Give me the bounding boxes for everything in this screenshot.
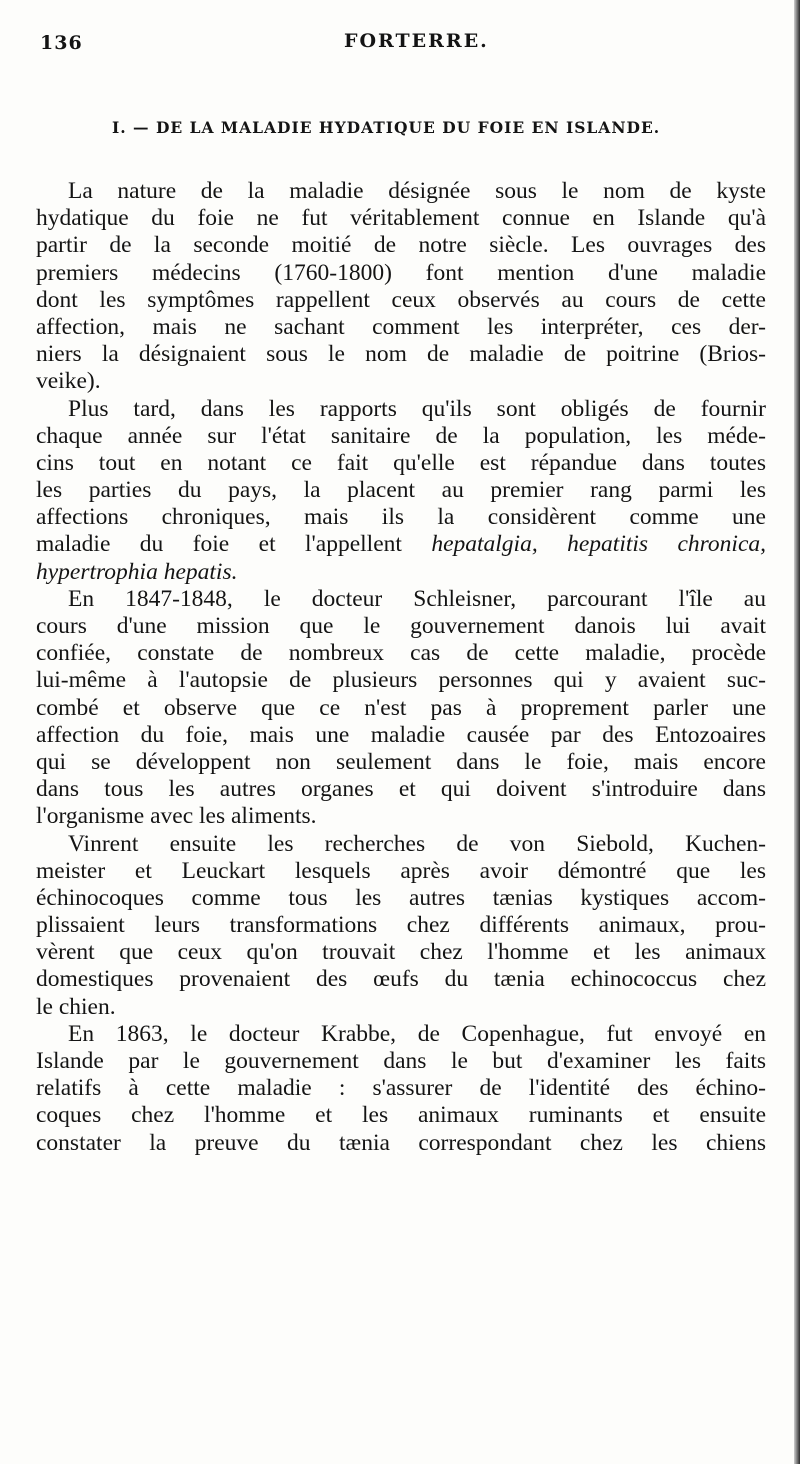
text-line	[36, 640, 766, 667]
text-line-roman: En 1863, le docteur Krabbe, de Copenhague, fut envoyé en	[68, 1020, 766, 1047]
text-line-roman: vèrent que ceux qu'on trouvait chez l'homme et les animaux	[36, 939, 766, 966]
text-line	[36, 885, 766, 912]
text-line	[36, 1102, 766, 1129]
text-line-roman: partir de la seconde moitié de notre siècle. Les ouvrages des	[36, 232, 766, 259]
text-line-roman: En 1847-1848, le docteur Schleisner, parcourant l'île au	[68, 585, 766, 612]
text-line-roman: plissaient leurs transformations chez différents animaux, prou-	[36, 912, 766, 939]
text-line	[36, 613, 766, 640]
page-number: 136	[40, 32, 83, 54]
text-line-roman: premiers médecins (1760-1800) font mention d'une maladie	[36, 259, 766, 286]
text-line	[36, 858, 766, 885]
text-line-roman: domestiques provenaient des œufs du tænia echinococcus chez	[36, 966, 766, 993]
text-line	[36, 776, 766, 803]
section-heading: I. — DE LA MALADIE HYDATIQUE DU FOIE EN ISLANDE.	[112, 118, 661, 137]
text-line-roman: affection, mais ne sachant comment les interpréter, ces der-	[36, 313, 766, 340]
text-line	[36, 178, 766, 205]
text-line-roman: Vinrent ensuite les recherches de von Siebold, Kuchen-	[68, 830, 766, 857]
text-line	[36, 260, 766, 287]
text-line-roman: coques chez l'homme et les animaux ruminants et ensuite	[36, 1102, 766, 1129]
text-line-italic: hepatalgia, hepatitis chronica,	[431, 531, 767, 558]
text-line	[36, 287, 766, 314]
text-line-roman: dont les symptômes rappellent ceux observés au cours de cette	[36, 286, 766, 313]
text-line-roman: La nature de la maladie désignée sous le nom de kyste	[68, 178, 766, 204]
text-line	[36, 477, 766, 504]
text-line-roman: cours d'une mission que le gouvernement danois lui avait	[36, 613, 766, 639]
text-line	[36, 450, 766, 477]
text-line-roman: combé et observe que ce n'est pas à proprement parler une	[36, 694, 766, 721]
text-line	[36, 803, 766, 830]
text-line	[36, 667, 766, 694]
text-line-roman: le chien.	[36, 993, 116, 1020]
text-line	[36, 1021, 766, 1048]
text-line-roman: Plus tard, dans les rapports qu'ils sont obligés de fournir	[68, 395, 766, 422]
text-line-roman: lui-même à l'autopsie de plusieurs personnes qui y avaient suc-	[36, 667, 766, 694]
text-line-roman: veike).	[36, 368, 101, 395]
text-line	[36, 232, 766, 259]
text-line	[36, 531, 766, 558]
text-line	[36, 586, 766, 613]
text-line-roman: dans tous les autres organes et qui doivent s'introduire dans	[36, 776, 766, 803]
text-line	[36, 504, 766, 531]
text-line-roman: échinocoques comme tous les autres tænias kystiques accom-	[36, 884, 766, 911]
text-line-roman: qui se développent non seulement dans le foie, mais encore	[36, 748, 766, 775]
text-line	[36, 912, 766, 939]
text-line	[36, 368, 766, 395]
text-line	[36, 341, 766, 368]
text-line-roman: relatifs à cette maladie : s'assurer de l'identité des échino-	[36, 1075, 766, 1102]
text-line	[36, 994, 766, 1021]
text-line	[36, 966, 766, 993]
text-line-roman: maladie du foie et l'appellent	[36, 531, 432, 558]
text-line-roman: les parties du pays, la placent au premier rang parmi les	[36, 477, 766, 504]
text-line-roman: constater la preuve du tænia correspondant chez les chiens	[36, 1129, 766, 1156]
text-line	[36, 722, 766, 749]
text-line-roman: meister et Leuckart lesquels après avoir démontré que les	[36, 857, 766, 884]
text-line	[36, 423, 766, 450]
text-line	[36, 1048, 766, 1075]
body-text	[36, 178, 766, 1157]
text-line	[36, 1075, 766, 1102]
text-line-roman: l'organisme avec les aliments.	[36, 803, 317, 830]
text-line-roman: chaque année sur l'état sanitaire de la population, les méde-	[36, 422, 766, 449]
text-line-roman: confiée, constate de nombreux cas de cette maladie, procède	[36, 640, 766, 667]
text-line	[36, 396, 766, 423]
text-line	[36, 939, 766, 966]
text-line-roman: Islande par le gouvernement dans le but d'examiner les faits	[36, 1048, 766, 1074]
text-line	[36, 695, 766, 722]
text-line	[36, 314, 766, 341]
text-line	[36, 831, 766, 858]
text-line	[36, 205, 766, 232]
text-line-roman: affection du foie, mais une maladie causée par des Entozoaires	[36, 721, 766, 748]
text-line-roman: niers la désignaient sous le nom de maladie de poitrine (Brios-	[36, 341, 766, 368]
text-line-roman: hydatique du foie ne fut véritablement connue en Islande qu'à	[36, 205, 766, 232]
text-line-roman: cins tout en notant ce fait qu'elle est répandue dans toutes	[36, 449, 766, 476]
running-title: FORTERRE.	[344, 30, 489, 52]
page-edge-shadow	[794, 0, 800, 1464]
text-line-roman: affections chroniques, mais ils la considèrent comme une	[36, 504, 766, 531]
text-line-italic: hypertrophia hepatis.	[36, 558, 238, 585]
running-head	[0, 30, 800, 60]
text-line	[36, 559, 766, 586]
text-line	[36, 1130, 766, 1157]
text-line	[36, 749, 766, 776]
